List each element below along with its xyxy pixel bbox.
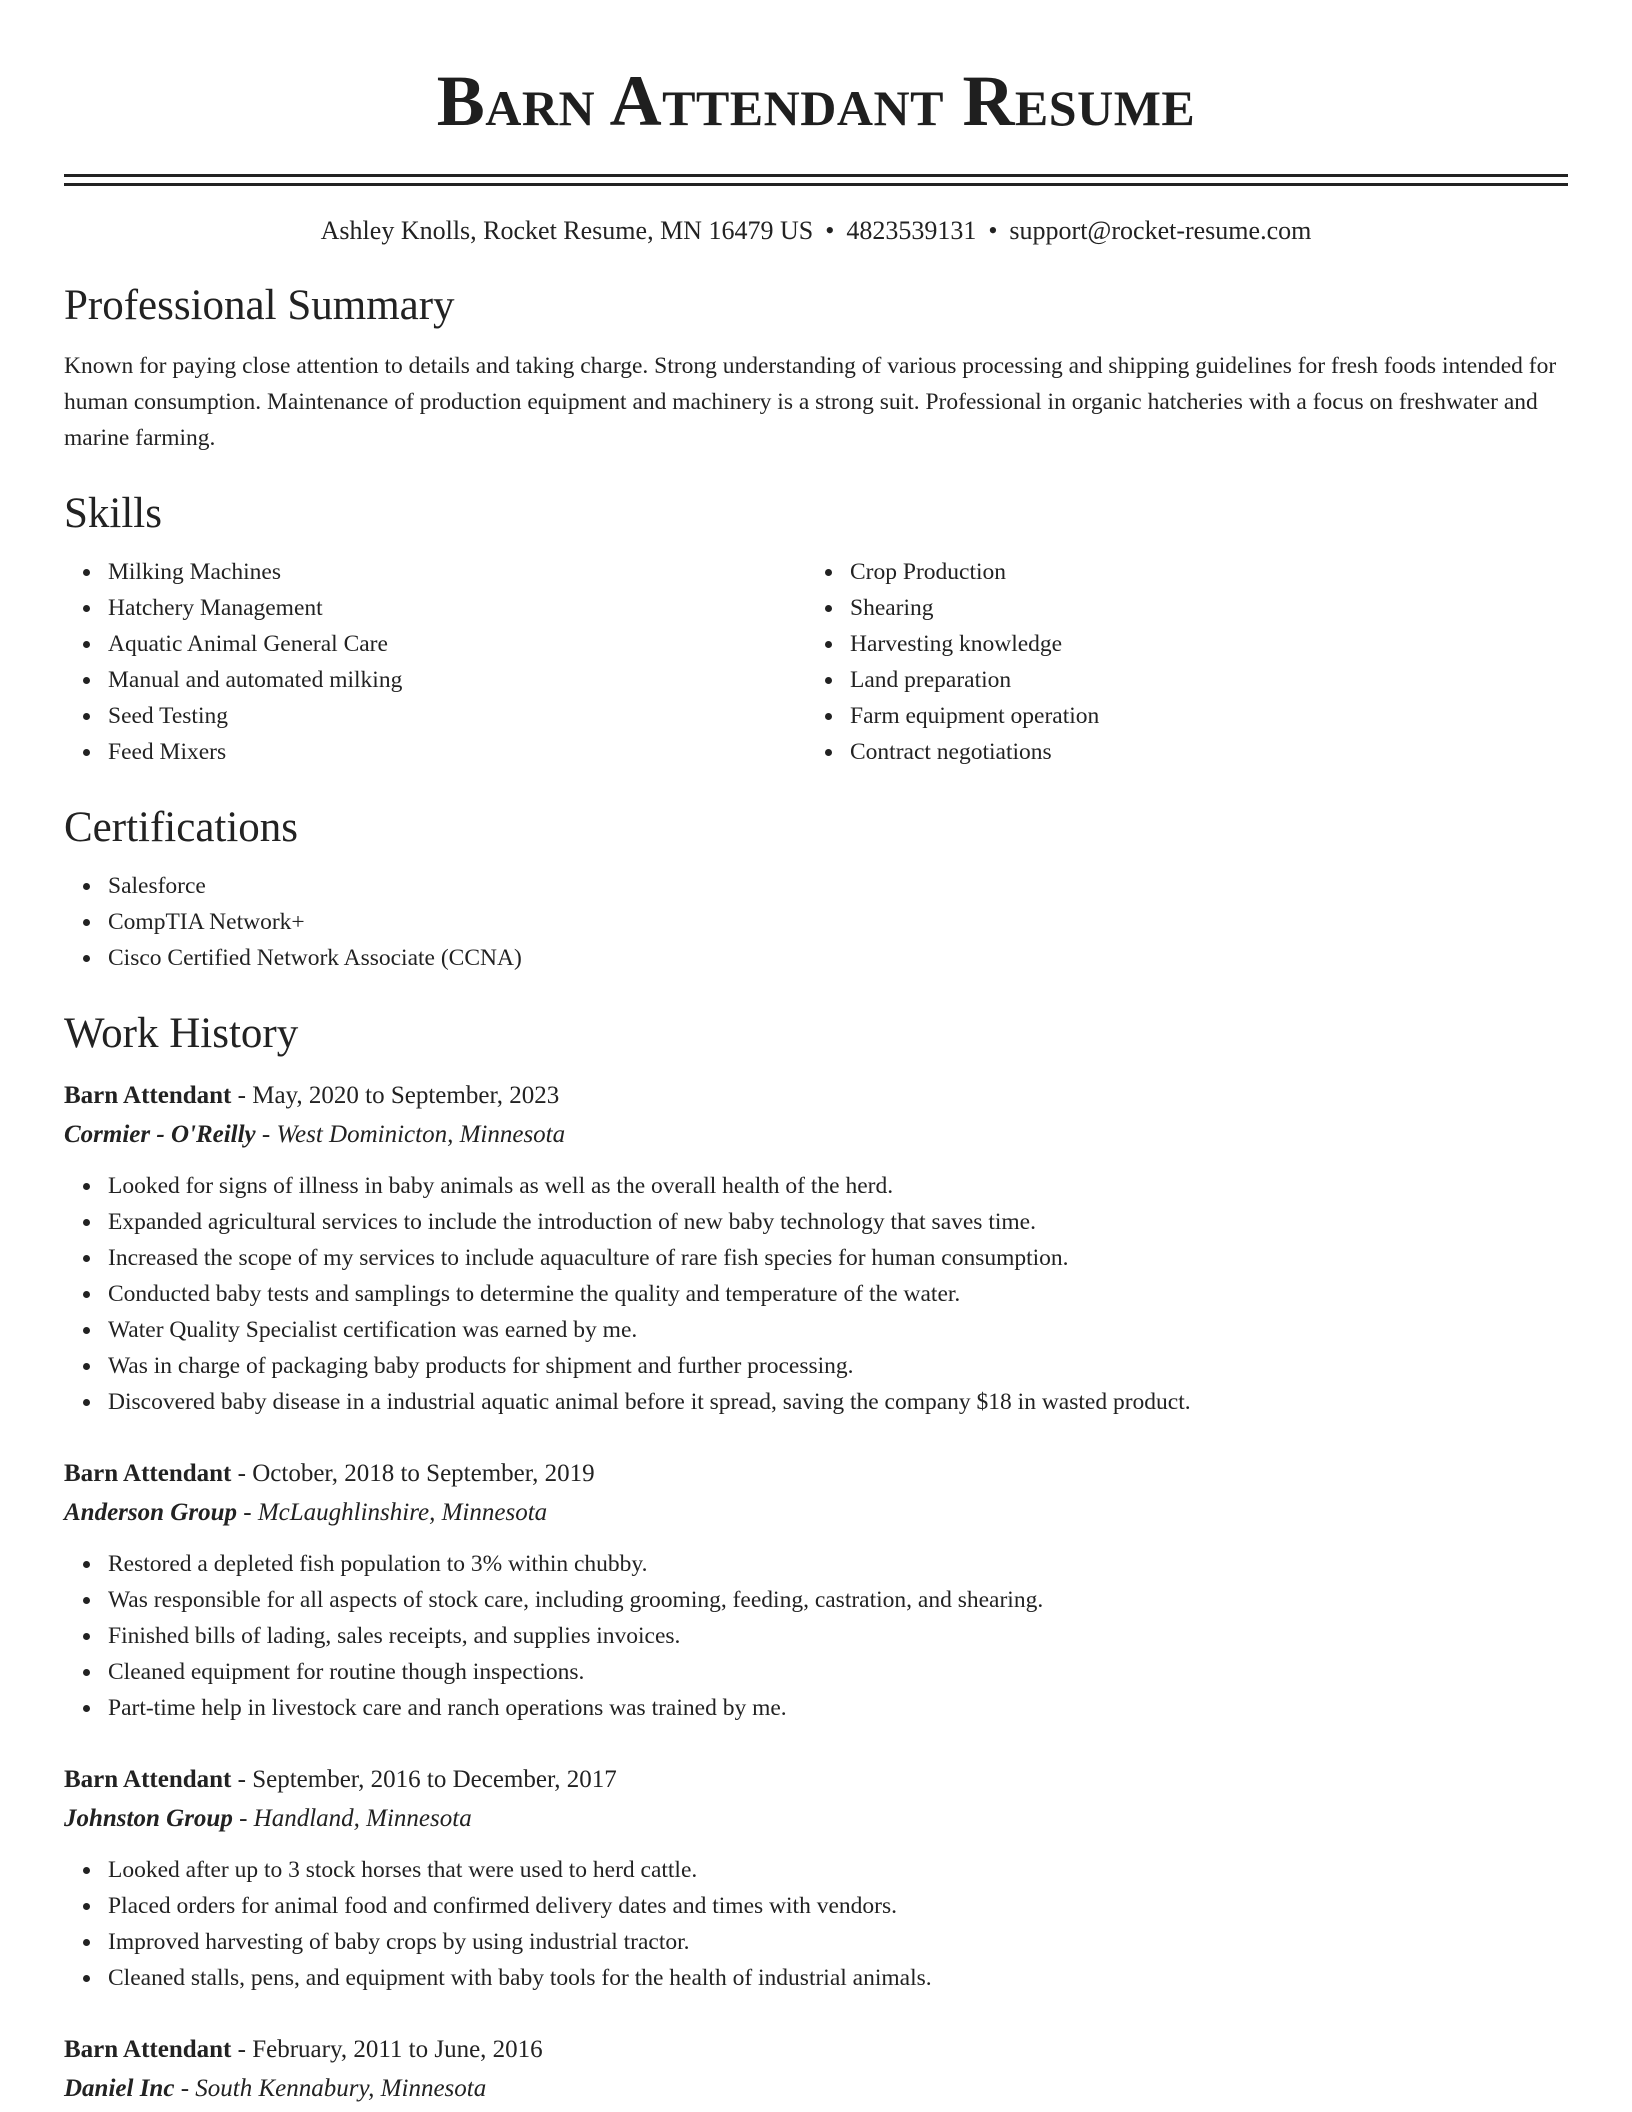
job-duty-item: Cleaned stalls, pens, and equipment with baby tools for the health of industrial animals. bbox=[108, 1960, 1568, 1996]
job-location: McLaughlinshire, Minnesota bbox=[257, 1499, 548, 1526]
skill-item: Land preparation bbox=[850, 662, 1548, 698]
skill-item: Contract negotiations bbox=[850, 734, 1548, 770]
job-company: Daniel Inc bbox=[64, 2075, 175, 2102]
skill-item: Crop Production bbox=[850, 554, 1548, 590]
summary-section bbox=[64, 280, 1568, 456]
job-title: Barn Attendant bbox=[64, 1766, 232, 1793]
skill-item: Harvesting knowledge bbox=[850, 626, 1548, 662]
skills-column-left bbox=[64, 554, 806, 770]
job-duties bbox=[64, 1168, 1568, 1420]
skills-heading: Skills bbox=[64, 490, 162, 537]
work-history-heading: Work History bbox=[64, 1010, 299, 1057]
job-duty-item: Placed orders for animal food and confirmed delivery dates and times with vendors. bbox=[108, 1888, 1568, 1924]
skills-list-left bbox=[64, 554, 806, 770]
work-history-section bbox=[64, 1008, 1568, 2108]
contact-separator: • bbox=[825, 216, 835, 245]
page-title: Barn Attendant Resume bbox=[436, 61, 1196, 141]
job-company: Anderson Group bbox=[64, 1499, 237, 1526]
title-divider bbox=[64, 174, 1568, 186]
job-company: Cormier - O'Reilly bbox=[64, 1121, 256, 1148]
skills-columns bbox=[64, 554, 1568, 770]
skills-section bbox=[64, 488, 1568, 770]
job-dates: May, 2020 to September, 2023 bbox=[252, 1082, 560, 1109]
job-employer: Daniel Inc - South Kennabury, Minnesota bbox=[64, 2075, 487, 2102]
job-employer: Cormier - O'Reilly - West Dominicton, Minnesota bbox=[64, 1121, 566, 1148]
contact-separator: • bbox=[988, 216, 998, 245]
job-duty-item: Was responsible for all aspects of stock care, including grooming, feeding, castration, and shearing. bbox=[108, 1582, 1568, 1618]
job-duty-item: Was in charge of packaging baby products for shipment and further processing. bbox=[108, 1348, 1568, 1384]
summary-text: Known for paying close attention to details and taking charge. Strong understanding of various processing and shipping guidelines for fresh foods intended for human consumption. Maintenance of production equipment and machinery is a strong suit. Professional in organic hatcheries with a focus on freshwater and marine farming. bbox=[64, 353, 1557, 451]
job-duty-item: Expanded agricultural services to include the introduction of new baby technology that saves time. bbox=[108, 1204, 1568, 1240]
job-entry bbox=[64, 1454, 1568, 1726]
skill-item: Feed Mixers bbox=[108, 734, 806, 770]
job-duty-item: Looked after up to 3 stock horses that were used to herd cattle. bbox=[108, 1852, 1568, 1888]
skill-item: Milking Machines bbox=[108, 554, 806, 590]
job-header: Barn Attendant - October, 2018 to September, 2019 bbox=[64, 1460, 595, 1487]
resume-page bbox=[64, 0, 1568, 2108]
contact-phone: 4823539131 bbox=[846, 216, 977, 245]
job-duty-item: Improved harvesting of baby crops by using industrial tractor. bbox=[108, 1924, 1568, 1960]
job-duty-item: Increased the scope of my services to include aquaculture of rare fish species for human consumption. bbox=[108, 1240, 1568, 1276]
certification-item: Salesforce bbox=[108, 868, 1568, 904]
job-duty-item: Water Quality Specialist certification was earned by me. bbox=[108, 1312, 1568, 1348]
certifications-heading: Certifications bbox=[64, 804, 299, 851]
certifications-list bbox=[64, 868, 1568, 976]
job-duties bbox=[64, 1852, 1568, 1996]
job-header: Barn Attendant - May, 2020 to September, 2023 bbox=[64, 1082, 560, 1109]
certification-item: CompTIA Network+ bbox=[108, 904, 1568, 940]
job-duty-item: Discovered baby disease in a industrial aquatic animal before it spread, saving the company $18 in wasted product. bbox=[108, 1384, 1568, 1420]
contact-email: support@rocket-resume.com bbox=[1009, 216, 1312, 245]
certifications-section bbox=[64, 802, 1568, 976]
job-header: Barn Attendant - September, 2016 to December, 2017 bbox=[64, 1766, 617, 1793]
skill-item: Manual and automated milking bbox=[108, 662, 806, 698]
job-title: Barn Attendant bbox=[64, 1460, 232, 1487]
job-dates: October, 2018 to September, 2019 bbox=[252, 1460, 595, 1487]
job-duty-item: Cleaned equipment for routine though inspections. bbox=[108, 1654, 1568, 1690]
skill-item: Hatchery Management bbox=[108, 590, 806, 626]
skills-column-right bbox=[806, 554, 1548, 770]
job-employer: Anderson Group - McLaughlinshire, Minnesota bbox=[64, 1499, 548, 1526]
skill-item: Shearing bbox=[850, 590, 1548, 626]
skill-item: Seed Testing bbox=[108, 698, 806, 734]
skills-list-right bbox=[806, 554, 1548, 770]
job-entry bbox=[64, 2030, 1568, 2108]
skill-item: Farm equipment operation bbox=[850, 698, 1548, 734]
contact-line bbox=[64, 214, 1568, 248]
contact-address: Ashley Knolls, Rocket Resume, MN 16479 US bbox=[320, 216, 814, 245]
job-duty-item: Looked for signs of illness in baby animals as well as the overall health of the herd. bbox=[108, 1168, 1568, 1204]
job-entry bbox=[64, 1076, 1568, 1420]
job-title: Barn Attendant bbox=[64, 2036, 232, 2063]
skill-item: Aquatic Animal General Care bbox=[108, 626, 806, 662]
summary-heading: Professional Summary bbox=[64, 282, 455, 329]
job-location: Handland, Minnesota bbox=[253, 1805, 472, 1832]
job-entry bbox=[64, 1760, 1568, 1996]
job-header: Barn Attendant - February, 2011 to June, 2016 bbox=[64, 2036, 543, 2063]
job-duty-item: Conducted baby tests and samplings to determine the quality and temperature of the water. bbox=[108, 1276, 1568, 1312]
job-employer: Johnston Group - Handland, Minnesota bbox=[64, 1805, 472, 1832]
job-company: Johnston Group bbox=[64, 1805, 233, 1832]
job-duty-item: Restored a depleted fish population to 3% within chubby. bbox=[108, 1546, 1568, 1582]
certification-item: Cisco Certified Network Associate (CCNA) bbox=[108, 940, 1568, 976]
job-dates: February, 2011 to June, 2016 bbox=[252, 2036, 543, 2063]
job-duty-item: Finished bills of lading, sales receipts, and supplies invoices. bbox=[108, 1618, 1568, 1654]
job-location: West Dominicton, Minnesota bbox=[276, 1121, 566, 1148]
job-dates: September, 2016 to December, 2017 bbox=[252, 1766, 617, 1793]
job-duty-item: Part-time help in livestock care and ranch operations was trained by me. bbox=[108, 1690, 1568, 1726]
job-title: Barn Attendant bbox=[64, 1082, 232, 1109]
job-duties bbox=[64, 1546, 1568, 1726]
job-location: South Kennabury, Minnesota bbox=[195, 2075, 487, 2102]
